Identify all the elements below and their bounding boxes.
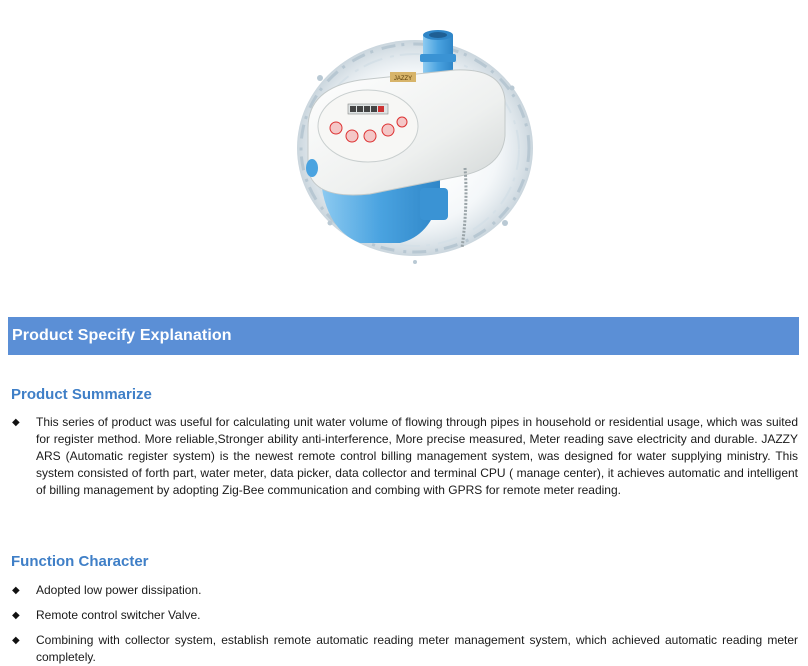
list-item	[12, 414, 798, 499]
function-item-text: Combining with collector system, establish remote automatic reading meter management system, which achieved automatic reading meter completely.	[36, 633, 798, 664]
meter-label-text: JAZZY	[393, 76, 413, 82]
diamond-bullet-icon: ◆	[12, 635, 20, 646]
brand-label	[390, 72, 416, 82]
water-meter-illustration	[290, 18, 540, 273]
function-list	[12, 582, 798, 666]
product-image	[290, 18, 540, 273]
function-item-text: Adopted low power dissipation.	[36, 583, 202, 597]
product-summarize-heading: Product Summarize	[11, 386, 152, 403]
diamond-bullet-icon: ◆	[12, 417, 20, 428]
list-item	[12, 582, 798, 599]
list-item	[12, 607, 798, 624]
section-banner	[8, 317, 799, 355]
diamond-bullet-icon: ◆	[12, 585, 20, 596]
banner-title: Product Specify Explanation	[12, 327, 232, 344]
diamond-bullet-icon: ◆	[12, 610, 20, 621]
function-item-text: Remote control switcher Valve.	[36, 608, 201, 622]
function-character-heading: Function Character	[11, 553, 149, 570]
list-item	[12, 632, 798, 666]
summary-list	[12, 414, 798, 499]
inlet-pipe	[420, 30, 456, 75]
summary-text: This series of product was useful for calculating unit water volume of flowing through pipes in household or residential usage, which was suited for register method. More reliable,Stronger ability anti-interference, More precise measured, Meter reading save electricity and durable. JAZZY ARS (Automatic register system) is the newest remote control billing management system, was designed for water supplying ministry. This system consisted of forth part, water meter, data picker, data collector and terminal CPU ( manage center), it achieves automatic and intelligent of billing management by adopting Zig-Bee communication and combing with GPRS for remote meter reading.	[36, 415, 798, 497]
side-accent	[306, 159, 318, 177]
